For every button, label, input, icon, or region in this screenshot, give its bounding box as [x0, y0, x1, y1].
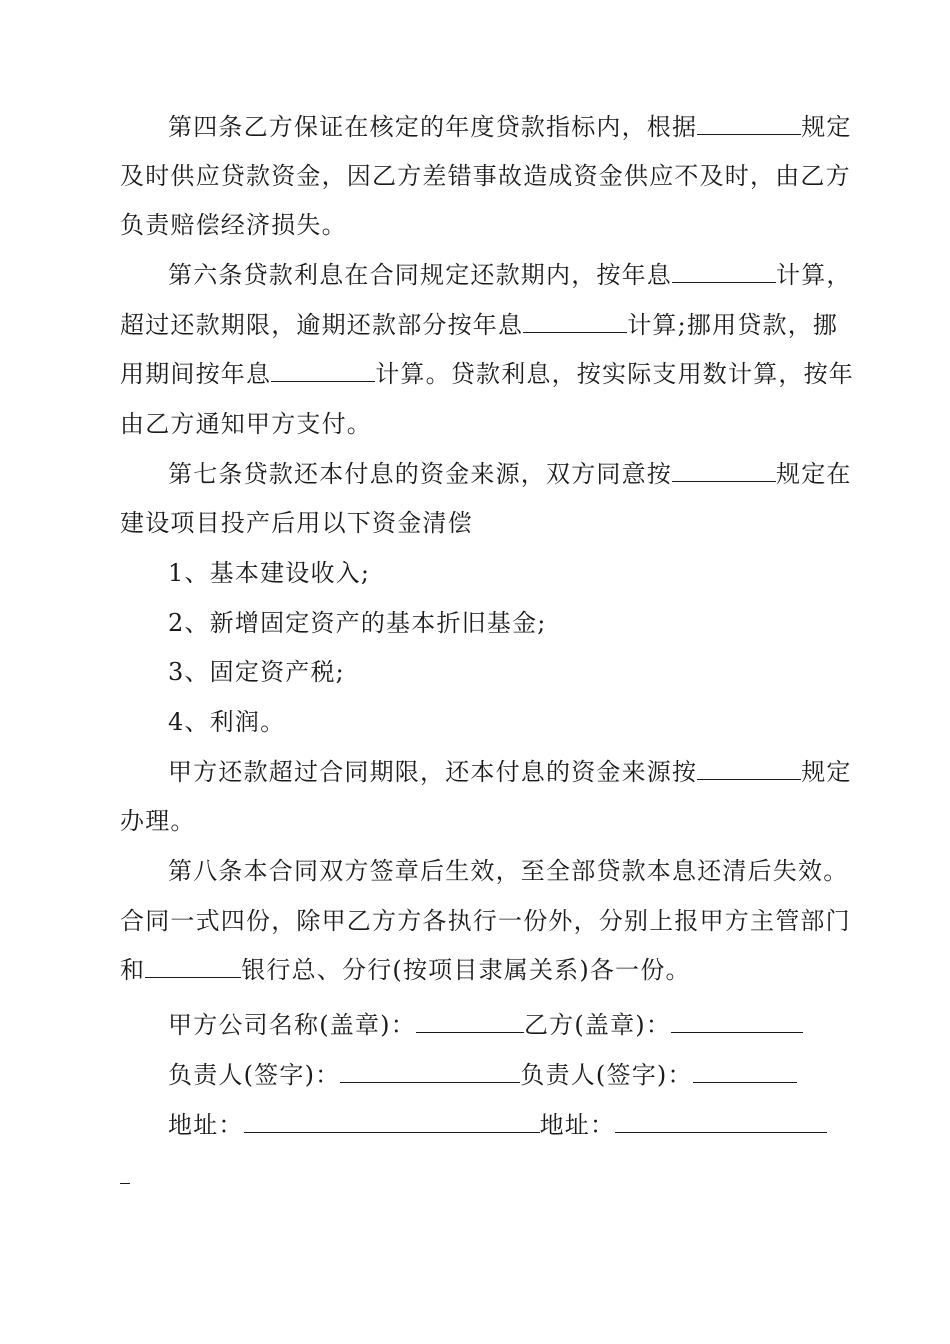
- fill-blank[interactable]: [145, 955, 241, 978]
- fill-blank[interactable]: [271, 359, 375, 382]
- article8-line2: 合同一式四份，除甲乙方方各执行一份外，分别上报甲方主管部门: [120, 907, 851, 935]
- party-b-rep-field[interactable]: [693, 1060, 797, 1083]
- signature-line-reps: [168, 1060, 797, 1090]
- fill-blank[interactable]: [672, 260, 776, 283]
- fill-blank[interactable]: [697, 757, 801, 780]
- text: 计算，: [776, 261, 852, 289]
- text: 超过还款期限，逾期还款部分按年息: [120, 311, 524, 339]
- fill-blank[interactable]: [672, 459, 776, 482]
- party-b-name-field[interactable]: [671, 1010, 803, 1033]
- text: 规定在: [776, 460, 852, 488]
- article7-para2-line1: [168, 757, 852, 787]
- party-b-address-label: 地址：: [539, 1111, 616, 1139]
- party-a-address-label: 地址：: [168, 1111, 244, 1139]
- article8-line3: [120, 955, 691, 985]
- article6-line2: [120, 310, 838, 340]
- party-a-rep-field[interactable]: [340, 1060, 520, 1083]
- article7-line1: [168, 459, 852, 489]
- article7-para2-line2: 办理。: [120, 807, 196, 835]
- text: 和: [120, 956, 146, 984]
- fill-blank[interactable]: [697, 112, 801, 135]
- text: 银行总、分行(按项目隶属关系)各一份。: [241, 956, 691, 984]
- fill-blank[interactable]: [523, 310, 627, 333]
- text: 甲方还款超过合同期限，还本付息的资金来源按: [168, 758, 698, 786]
- text: 用期间按年息: [120, 360, 272, 388]
- text: 第六条贷款利息在合同规定还款期内，按年息: [168, 261, 672, 289]
- list-item: 4、利润。: [168, 708, 286, 736]
- party-a-address-field[interactable]: [244, 1110, 540, 1133]
- text: 计算;挪用贷款，挪: [627, 311, 839, 339]
- text: 第七条贷款还本付息的资金来源，双方同意按: [168, 460, 672, 488]
- text: 规定: [801, 758, 852, 786]
- text: 第四条乙方保证在核定的年度贷款指标内，根据: [168, 113, 698, 141]
- article4-line3: 负责赔偿经济损失。: [120, 211, 347, 239]
- party-b-address-field[interactable]: [615, 1110, 827, 1133]
- article8-line1: 第八条本合同双方签章后生效，至全部贷款本息还清后失效。: [168, 857, 849, 885]
- party-a-name-label: 甲方公司名称(盖章)：: [168, 1011, 416, 1039]
- text: 规定: [801, 113, 852, 141]
- signature-line-address: [168, 1110, 827, 1140]
- article4-line1: [168, 112, 852, 142]
- article4-line2: 及时供应贷款资金，因乙方差错事故造成资金供应不及时，由乙方: [120, 162, 851, 190]
- article6-line4: 由乙方通知甲方支付。: [120, 410, 372, 438]
- text: 计算。贷款利息，按实际支用数计算，按年: [375, 360, 855, 388]
- signature-line-names: [168, 1010, 803, 1040]
- party-a-name-field[interactable]: [416, 1010, 524, 1033]
- party-b-name-label: 乙方(盖章)：: [523, 1011, 672, 1039]
- list-item: 3、固定资产税;: [168, 658, 345, 686]
- list-item: 1、基本建设收入;: [168, 559, 371, 587]
- list-item: 2、新增固定资产的基本折旧基金;: [168, 609, 547, 637]
- article7-line2: 建设项目投产后用以下资金清偿: [120, 509, 473, 537]
- party-b-rep-label: 负责人(签字)：: [520, 1061, 693, 1089]
- article6-line1: [168, 260, 852, 290]
- article6-line3: [120, 359, 854, 389]
- trailing-dash: [120, 1183, 130, 1184]
- party-a-rep-label: 负责人(签字)：: [168, 1061, 341, 1089]
